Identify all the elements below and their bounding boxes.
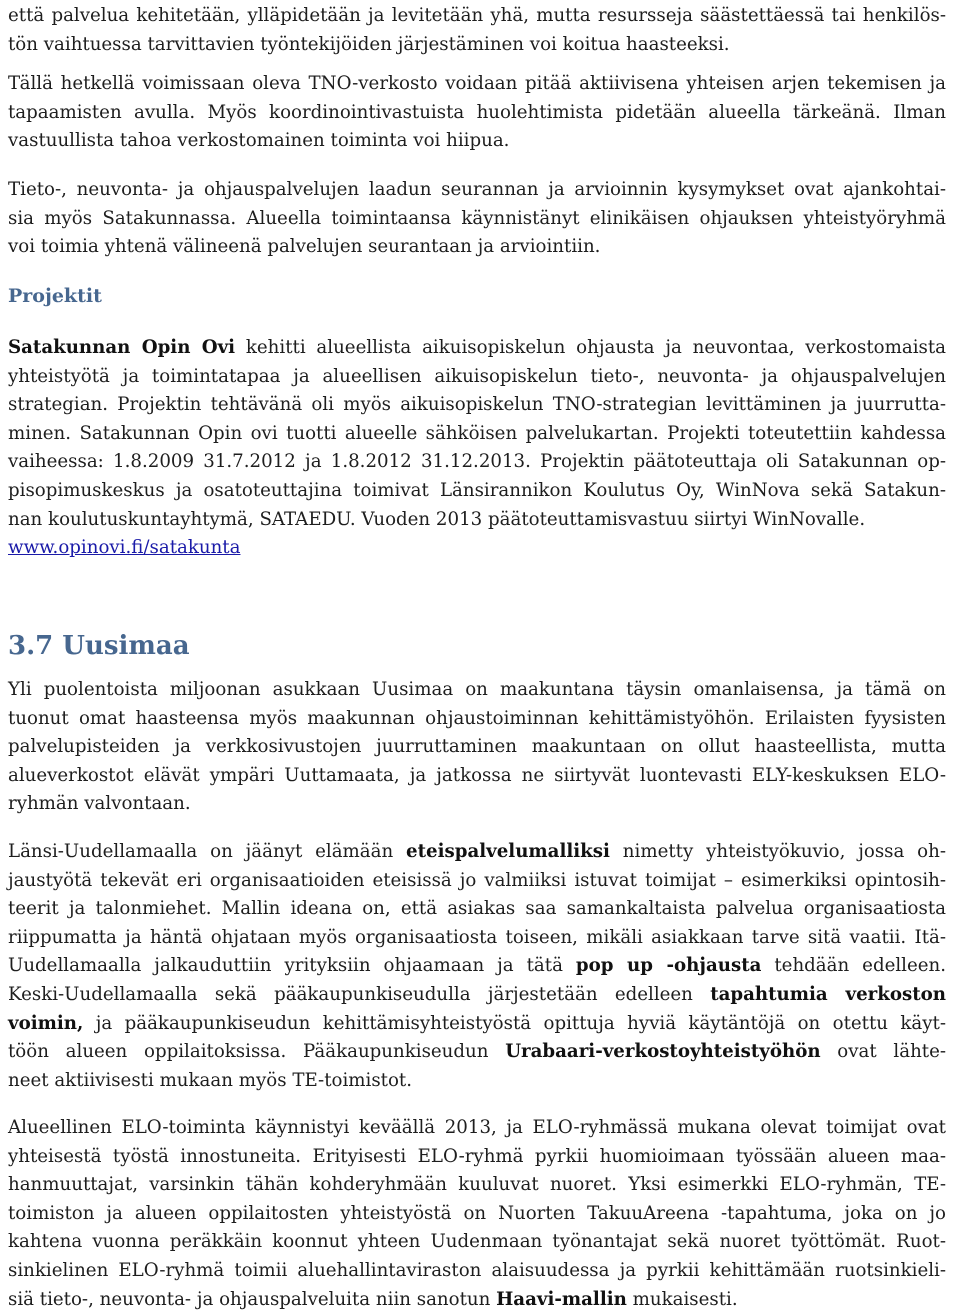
- text-line: [8, 952, 946, 981]
- text-span: kehitti alueellista aikuisopiskelun ohjausta ja neuvontaa, verkostomaista: [235, 337, 946, 358]
- text-line: Alueellinen ELO-toiminta käynnistyi keväällä 2013, ja ELO-ryhmässä mukana olevat toimijat ovat: [8, 1117, 946, 1138]
- text-line: vastuullista tahoa verkostomainen toiminta voi hiipua.: [8, 130, 510, 152]
- text-span: Länsi-Uudellamaalla on jäänyt elämään: [8, 841, 407, 862]
- text-line: pisopimuskeskus ja osatoteuttajina toimivat Länsirannikon Koulutus Oy, WinNova sekä Satakun-: [8, 479, 946, 501]
- text-line: [8, 1038, 946, 1067]
- text-line: [8, 334, 946, 363]
- text-line: kahtena vuonna peräkkäin koonnut yhteen Uudenmaan työnantajat sekä nuoret työttömät. Ruot-: [8, 1231, 946, 1253]
- text-line: sia myös Satakunnassa. Alueella toimintaansa käynnistänyt elinikäisen ohjauksen yhteistyöryhmä: [8, 207, 946, 229]
- paragraph-elo-activity: [8, 1114, 946, 1314]
- bold-term: pop up -ohjausta: [575, 955, 762, 977]
- paragraph-tno-network: [8, 70, 946, 156]
- text-span: ovat lähte-: [820, 1041, 946, 1063]
- text-line: minen. Satakunnan Opin ovi tuotti alueelle sähköisen palvelukartan. Projekti toteutettiin kahdessa: [8, 422, 946, 444]
- text-line: Yli puolentoista miljoonan asukkaan Uusimaa on maakuntana täysin omanlaisensa, ja tämä on: [8, 679, 946, 700]
- text-line: hanmuuttajat, varsinkin tähän kohderyhmään kuuluvat nuoret. Yksi esimerkki ELO-ryhmän, TE-: [8, 1174, 946, 1196]
- text-line: teerit ja talonmiehet. Mallin ideana on, että asiakas saa samankaltaista palvelua organisaatiosta: [8, 898, 946, 920]
- text-span: Uudellamaalla jalkauduttiin yrityksiin ohjaamaan ja tätä: [8, 955, 576, 977]
- text-line: toimiston ja alueen oppilaitosten yhteistyöstä on Nuorten TakuuAreena -tapahtuma, joka on jo: [8, 1202, 946, 1224]
- text-line: [8, 981, 946, 1010]
- bold-term: Haavi-mallin: [496, 1288, 627, 1310]
- text-line: Tällä hetkellä voimissaan oleva TNO-verkosto voidaan pitää aktiivisena yhteisen arjen tekemisen ja: [8, 73, 946, 94]
- text-line: yhteistyötä ja toimintatapaa ja alueellisen aikuisopiskelun tieto-, neuvonta- ja ohjauspalvelujen: [8, 365, 946, 387]
- text-line: [8, 1286, 946, 1314]
- opinovi-link[interactable]: www.opinovi.fi/satakunta: [8, 537, 241, 559]
- section-heading-uusimaa: 3.7 Uusimaa: [8, 631, 190, 661]
- paragraph-quality-evaluation: [8, 176, 946, 262]
- heading-projektit: Projektit: [8, 285, 102, 307]
- text-span: tehdään edelleen.: [761, 955, 946, 977]
- text-line: nan koulutuskuntayhtymä, SATAEDU. Vuoden 2013 päätoteuttamisvastuu siirtyi WinNovalle.: [8, 508, 866, 530]
- text-line: yhteisestä työstä innostuneita. Erityisesti ELO-ryhmä pyrkii huomioimaan työssään alueen maa-: [8, 1145, 946, 1167]
- paragraph-uusimaa-intro: [8, 676, 946, 819]
- text-line: jaustyötä tekevät eri organisaatioiden eteisissä jo valmiiksi istuvat toimijat – esimerkiksi opintosih-: [8, 869, 946, 891]
- text-line: alueverkostot elävät ympäri Uuttamaata, ja jatkossa ne siirtyvät luontevasti ELY-keskuksen ELO-: [8, 764, 946, 786]
- text-line: palvelupisteiden ja verkkosivustojen juurruttaminen maakuntaan on ollut haasteellista, mutta: [8, 736, 946, 758]
- text-line: tapaamisten avulla. Myös koordinointivastuista huolehtimista pidetään alueella tärkeänä. Ilman: [8, 101, 946, 123]
- text-line: vaiheessa: 1.8.2009 31.7.2012 ja 1.8.2012 31.12.2013. Projektin päätoteuttaja oli Satakunnan op-: [8, 451, 946, 473]
- text-span: nimetty yhteistyökuvio, jossa oh-: [609, 841, 946, 862]
- text-line: [8, 838, 946, 867]
- text-line: Tieto-, neuvonta- ja ohjauspalvelujen laadun seurannan ja arvioinnin kysymykset ovat ajankohtai-: [8, 179, 946, 200]
- text-span: töön alueen oppilaitoksissa. Pääkaupunkiseudun: [8, 1041, 506, 1063]
- text-line: tön vaihtuessa tarvittavien työntekijöiden järjestäminen voi koitua haasteeksi.: [8, 33, 730, 55]
- text-line: tuonut omat haasteensa myös maakunnan ohjaustoiminnan kehittämistyöhön. Erilaisten fyysisten: [8, 707, 946, 729]
- text-span: mukaisesti.: [626, 1288, 738, 1310]
- bold-term: tapahtumia verkoston: [710, 983, 946, 1005]
- project-name: Satakunnan Opin Ovi: [8, 337, 236, 358]
- text-line: että palvelua kehitetään, ylläpidetään ja levitetään yhä, mutta resursseja säästettäessä tai henkilös-: [8, 5, 946, 26]
- text-line: [8, 1010, 946, 1039]
- text-span: siä tieto-, neuvonta- ja ohjauspalveluita niin sanotun: [8, 1288, 497, 1310]
- text-line: ryhmän valvontaan.: [8, 793, 191, 815]
- paragraph-intro: [8, 2, 946, 59]
- text-line: riippumatta ja häntä ohjataan myös organisaatiosta toiseen, mikäli asiakkaan tarve sitä vaatii. Itä-: [8, 926, 946, 948]
- paragraph-satakunnan-opin-ovi: [8, 334, 946, 563]
- paragraph-lansi-uusimaa: [8, 838, 946, 1095]
- bold-term: eteispalvelumalliksi: [406, 841, 610, 862]
- text-span: Keski-Uudellamaalla sekä pääkaupunkiseudulla järjestetään edelleen: [8, 983, 711, 1005]
- text-line: neet aktiivisesti mukaan myös TE-toimistot.: [8, 1069, 413, 1091]
- bold-term: voimin,: [8, 1012, 84, 1034]
- bold-term: Urabaari-verkostoyhteistyöhön: [505, 1041, 821, 1063]
- text-line: sinkielinen ELO-ryhmä toimii aluehallintaviraston alaisuudessa ja pyrkii kehittämään ruotsinkieli-: [8, 1259, 946, 1281]
- text-span: ja pääkaupunkiseudun kehittämisyhteistyöstä opittuja hyviä käytäntöjä on otettu käyt-: [83, 1012, 946, 1034]
- text-line: strategian. Projektin tehtävänä oli myös aikuisopiskelun TNO-strategian levittäminen ja juurrutta-: [8, 394, 946, 416]
- text-line: voi toimia yhtenä välineenä palvelujen seurantaan ja arviointiin.: [8, 236, 601, 258]
